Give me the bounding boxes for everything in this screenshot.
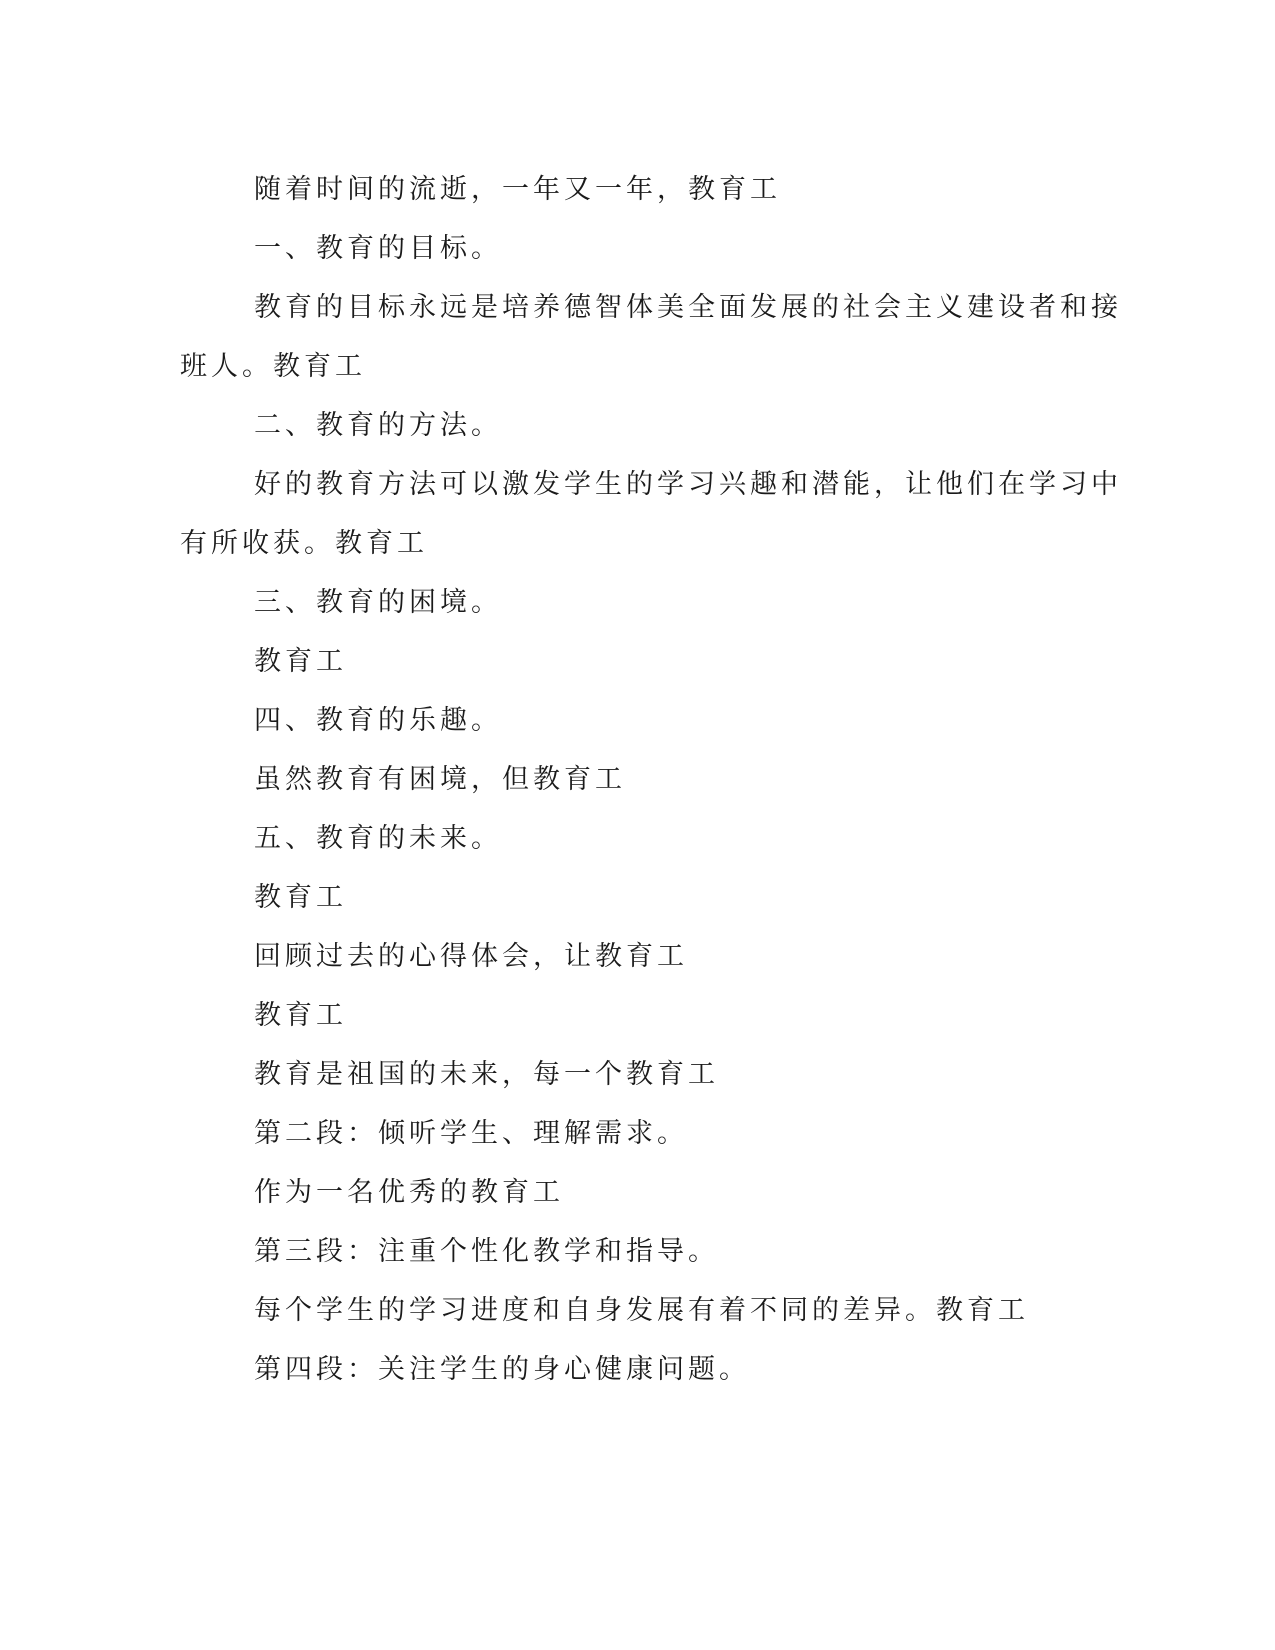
paragraph-line: 作为一名优秀的教育工: [254, 1177, 564, 1208]
paragraph-line: 回顾过去的心得体会，让教育工: [254, 941, 688, 972]
section-heading: 第四段：关注学生的身心健康问题。: [254, 1354, 750, 1385]
paragraph-line: 每个学生的学习进度和自身发展有着不同的差异。教育工: [254, 1295, 1029, 1326]
paragraph-line: 好的教育方法可以激发学生的学习兴趣和潜能，让他们在学习中: [254, 469, 1122, 500]
section-heading: 二、教育的方法。: [254, 410, 502, 441]
paragraph-line: 教育是祖国的未来，每一个教育工: [254, 1059, 719, 1090]
section-heading: 五、教育的未来。: [254, 823, 502, 854]
document-body: [180, 160, 1122, 1399]
paragraph-line: 虽然教育有困境，但教育工: [254, 764, 626, 795]
section-heading: 第二段：倾听学生、理解需求。: [254, 1118, 688, 1149]
section-heading: 三、教育的困境。: [254, 587, 502, 618]
section-heading: 四、教育的乐趣。: [254, 705, 502, 736]
paragraph-line: 班人。教育工: [180, 351, 366, 382]
paragraph-line: 教育工: [254, 646, 347, 677]
section-heading: 第三段：注重个性化教学和指导。: [254, 1236, 719, 1267]
paragraph-line: 教育的目标永远是培养德智体美全面发展的社会主义建设者和接: [254, 292, 1122, 323]
paragraph-line: 有所收获。教育工: [180, 528, 428, 559]
section-heading: 一、教育的目标。: [254, 233, 502, 264]
paragraph-line: 教育工: [254, 882, 347, 913]
paragraph-line: 教育工: [254, 1000, 347, 1031]
paragraph-line: 随着时间的流逝，一年又一年，教育工: [254, 174, 781, 205]
